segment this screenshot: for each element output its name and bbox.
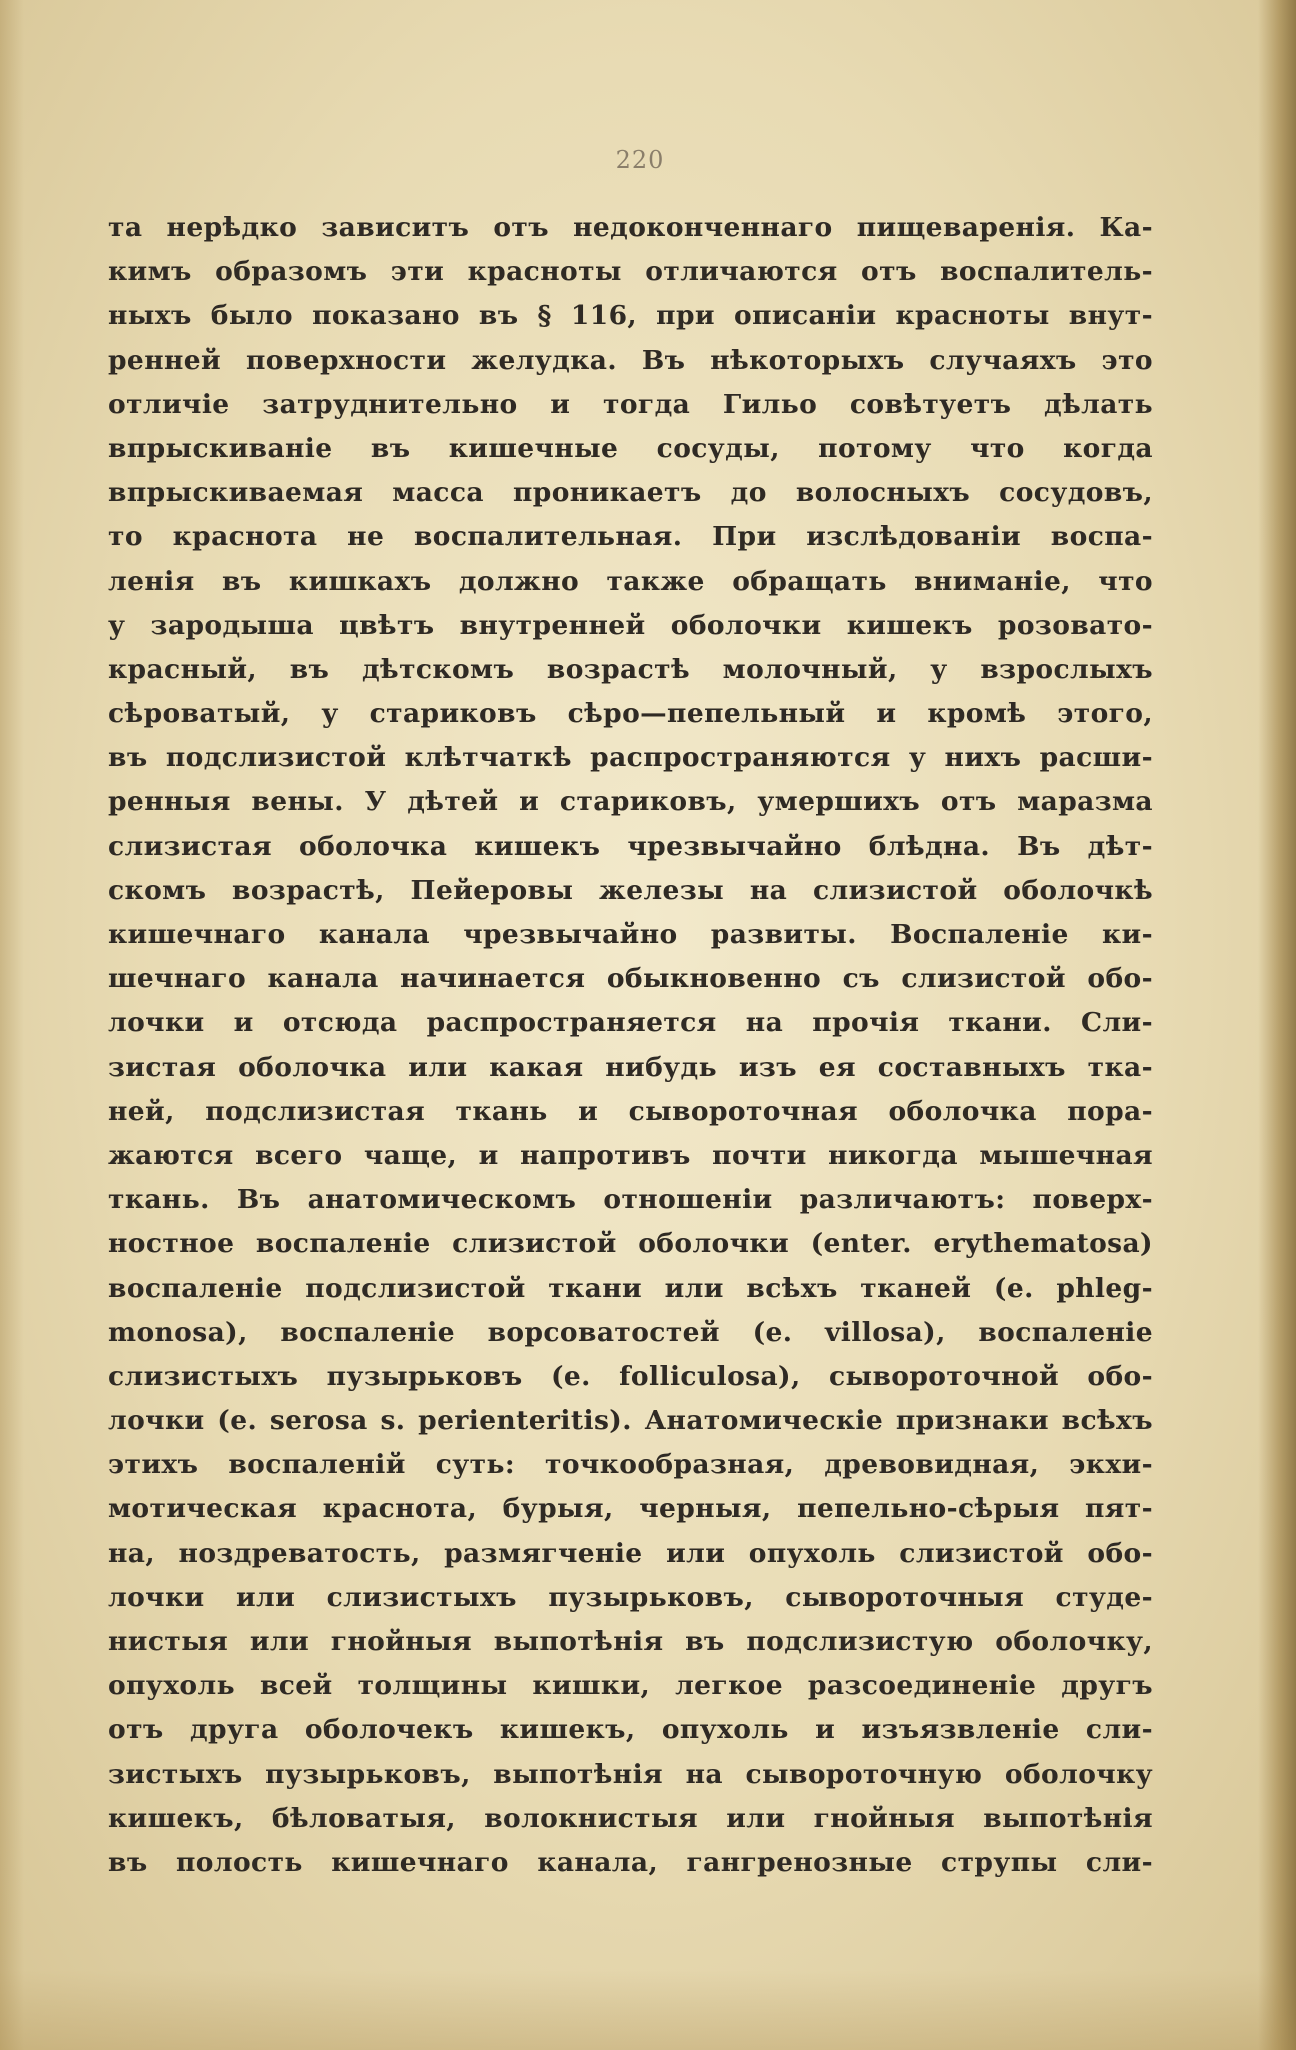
page-left-shadow xyxy=(0,0,24,2050)
text-line: воспаленіе подслизистой ткани или всѣхъ тканей (e. phleg- xyxy=(108,1272,1153,1304)
text-line: кимъ образомъ эти красноты отличаются отъ воспалитель- xyxy=(108,256,1153,288)
text-line: въ полость кишечнаго канала, гангренозные струпы сли- xyxy=(108,1846,1153,1878)
text-line: лочки или слизистыхъ пузырьковъ, сывороточныя студе- xyxy=(108,1581,1153,1613)
page-right-binding-shadow xyxy=(1258,0,1296,2050)
body-text xyxy=(108,206,1153,1885)
page-bottom-shade xyxy=(0,1970,1296,2050)
text-line: кишечнаго канала чрезвычайно развиты. Воспаленіе ки- xyxy=(108,919,1153,950)
text-line: ныхъ было показано въ § 116, при описаніи красноты внут- xyxy=(108,300,1153,332)
text-line: ренней поверхности желудка. Въ нѣкоторыхъ случаяхъ это xyxy=(108,344,1153,376)
text-line: нистыя или гнойныя выпотѣнія въ подслизистую оболочку, xyxy=(108,1626,1153,1657)
text-line: monosa), воспаленіе ворсоватостей (e. villosa), воспаленіе xyxy=(108,1316,1153,1348)
text-line: слизистыхъ пузырьковъ (e. folliculosa), сывороточной обо- xyxy=(108,1360,1153,1392)
text-line: впрыскиваніе въ кишечные сосуды, потому что когда xyxy=(108,432,1153,464)
text-line: кишекъ, бѣловатыя, волокнистыя или гнойныя выпотѣнія xyxy=(108,1802,1153,1834)
text-line: то краснота не воспалительная. При изслѣдованіи воспа- xyxy=(108,521,1153,553)
text-line: шечнаго канала начинается обыкновенно съ слизистой обо- xyxy=(108,963,1153,995)
text-line: сѣроватый, у стариковъ сѣро—пепельный и кромѣ этого, xyxy=(108,698,1153,730)
text-line: слизистая оболочка кишекъ чрезвычайно блѣдна. Въ дѣт- xyxy=(108,830,1153,862)
text-line: ренныя вены. У дѣтей и стариковъ, умершихъ отъ маразма xyxy=(108,786,1153,818)
text-line: опухоль всей толщины кишки, легкое разсоединеніе другъ xyxy=(108,1670,1153,1702)
text-line: ней, подслизистая ткань и сывороточная оболочка пора- xyxy=(108,1095,1153,1127)
text-line: жаются всего чаще, и напротивъ почти никогда мышечная xyxy=(108,1139,1153,1171)
text-line: этихъ воспаленій суть: точкообразная, древовидная, экхи- xyxy=(108,1449,1153,1481)
text-line: на, ноздреватость, размягченіе или опухоль слизистой обо- xyxy=(108,1537,1153,1569)
text-line: у зародыша цвѣтъ внутренней оболочки кишекъ розовато- xyxy=(108,609,1153,641)
text-line: лочки и отсюда распространяется на прочія ткани. Сли- xyxy=(108,1007,1153,1039)
text-line: ленія въ кишкахъ должно также обращать вниманіе, что xyxy=(108,565,1153,597)
text-line: ткань. Въ анатомическомъ отношеніи различаютъ: поверх- xyxy=(108,1184,1153,1216)
text-line: зистыхъ пузырьковъ, выпотѣнія на сывороточную оболочку xyxy=(108,1758,1153,1790)
text-line: въ подслизистой клѣтчаткѣ распространяются у нихъ расши- xyxy=(108,742,1153,774)
text-line: мотическая краснота, бурыя, черныя, пепельно-сѣрыя пят- xyxy=(108,1493,1153,1525)
text-line: отличіе затруднительно и тогда Гильо совѣтуетъ дѣлать xyxy=(108,388,1153,420)
page-number: 220 xyxy=(615,146,665,174)
text-line: впрыскиваемая масса проникаетъ до волосныхъ сосудовъ, xyxy=(108,477,1153,509)
text-line: скомъ возрастѣ, Пейеровы железы на слизистой оболочкѣ xyxy=(108,874,1153,906)
text-line: отъ друга оболочекъ кишекъ, опухоль и изъязвленіе сли- xyxy=(108,1714,1153,1746)
text-line: лочки (e. serosa s. perienteritis). Анатомическіе признаки всѣхъ xyxy=(108,1405,1153,1437)
text-line: та нерѣдко зависитъ отъ недоконченнаго пищеваренія. Ка- xyxy=(108,212,1153,243)
text-line: зистая оболочка или какая нибудь изъ ея составныхъ тка- xyxy=(108,1051,1153,1083)
text-line: ностное воспаленіе слизистой оболочки (enter. erythematosa) xyxy=(108,1228,1153,1260)
text-line: красный, въ дѣтскомъ возрастѣ молочный, у взрослыхъ xyxy=(108,653,1153,685)
